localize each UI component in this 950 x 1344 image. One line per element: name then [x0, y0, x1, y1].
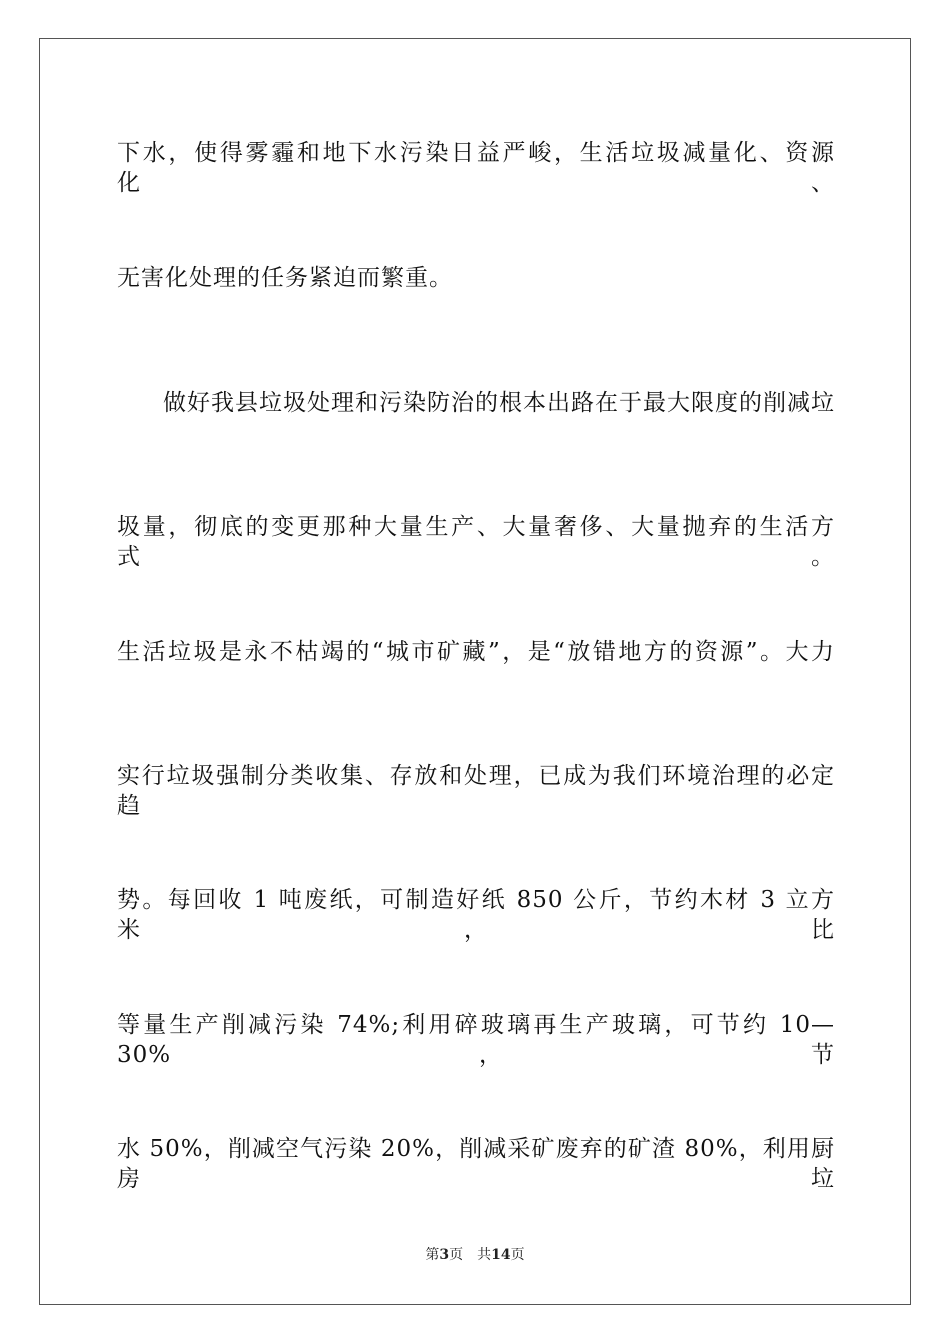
body-line-6: 实行垃圾强制分类收集、存放和处理，已成为我们环境治理的必定趋 — [117, 763, 835, 819]
page-prefix: 第 — [425, 1247, 440, 1263]
total-page-number: 14 — [491, 1247, 511, 1263]
body-line-7: 势。每回收 1 吨废纸，可制造好纸 850 公斤，节约木材 3 立方米，比 — [117, 887, 835, 943]
body-line-5: 生活垃圾是永不枯竭的“城市矿藏”，是“放错地方的资源”。大力 — [117, 639, 835, 665]
body-line-8: 等量生产削减污染 74%;利用碎玻璃再生产玻璃，可节约 10—30%，节 — [117, 1012, 835, 1068]
page-border — [39, 38, 911, 1305]
body-line-2: 无害化处理的任务紧迫而繁重。 — [117, 265, 453, 291]
total-suffix: 页 — [510, 1247, 525, 1263]
page-footer — [0, 1246, 950, 1264]
body-line-1: 下水，使得雾霾和地下水污染日益严峻，生活垃圾减量化、资源化、 — [117, 140, 835, 196]
body-line-3: 做好我县垃圾处理和污染防治的根本出路在于最大限度的削减垃 — [163, 390, 835, 416]
page-suffix: 页 — [449, 1247, 464, 1263]
current-page-number: 3 — [439, 1247, 450, 1263]
body-line-4: 圾量，彻底的变更那种大量生产、大量奢侈、大量抛弃的生活方式。 — [117, 514, 835, 570]
body-line-9: 水 50%，削减空气污染 20%，削减采矿废弃的矿渣 80%，利用厨房垃 — [117, 1136, 835, 1192]
total-prefix: 共 — [477, 1247, 492, 1263]
